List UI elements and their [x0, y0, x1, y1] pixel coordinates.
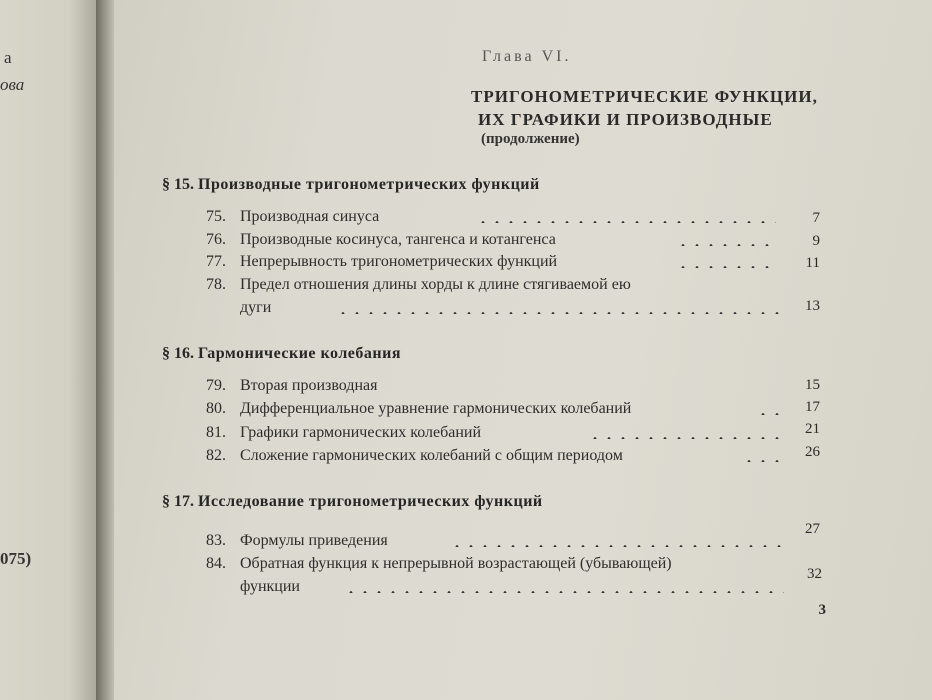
entry-title: Производная синуса: [240, 208, 380, 225]
section-title: Гармонические колебания: [198, 345, 401, 362]
book-gutter: [96, 0, 116, 700]
toc-entry[interactable]: [206, 447, 623, 465]
section-heading: [162, 493, 543, 511]
entry-page-number: 7: [812, 210, 820, 226]
leader-dots: [450, 545, 784, 547]
section-heading: [162, 345, 401, 363]
entry-page-number: 21: [805, 421, 820, 437]
entry-page-number: 15: [805, 377, 820, 393]
left-page: [0, 0, 98, 700]
left-page-fragment: 075): [0, 549, 32, 568]
entry-number: 75.: [206, 208, 226, 225]
toc-entry[interactable]: [206, 424, 481, 442]
entry-title: Обратная функция к непрерывной возрастающей (убывающей): [240, 555, 672, 572]
entry-number: 83.: [206, 532, 226, 549]
section-title: Производные тригонометрических функций: [198, 176, 540, 193]
section-number: § 15.: [162, 176, 194, 193]
entry-page-number: 11: [805, 255, 820, 271]
entry-page-number: 13: [805, 298, 820, 314]
toc-entry[interactable]: [206, 208, 379, 226]
entry-title: Дифференциальное уравнение гармонических колебаний: [240, 400, 632, 417]
toc-entry[interactable]: [206, 400, 631, 418]
entry-number: 77.: [206, 253, 226, 270]
entry-page-number: 17: [805, 399, 820, 415]
leader-dots: [742, 460, 784, 462]
entry-number: 76.: [206, 231, 226, 248]
toc-entry[interactable]: [206, 377, 378, 395]
toc-entry[interactable]: [206, 555, 672, 573]
entry-number: 82.: [206, 447, 226, 464]
entry-page-number: 32: [807, 566, 822, 582]
leader-dots: [588, 437, 784, 439]
toc-entry[interactable]: [206, 231, 556, 249]
entry-number: 78.: [206, 276, 226, 293]
section-heading: [162, 176, 540, 194]
entry-title: Формулы приведения: [240, 532, 388, 549]
leader-dots: [336, 312, 784, 314]
chapter-subtitle: (продолжение): [481, 131, 580, 147]
entry-number: 79.: [206, 377, 226, 394]
entry-title: Сложение гармонических колебаний с общим периодом: [240, 447, 623, 464]
left-page-fragment: а: [4, 48, 12, 67]
page-number: 3: [818, 602, 826, 618]
entry-title: Производные косинуса, тангенса и котангенса: [240, 231, 556, 248]
entry-number: 80.: [206, 400, 226, 417]
toc-entry-continuation: дуги: [240, 299, 272, 316]
entry-page-number: 9: [812, 233, 820, 249]
entry-title: Предел отношения длины хорды к длине стягиваемой ею: [240, 276, 631, 293]
entry-number: 84.: [206, 555, 226, 572]
chapter-label: Глава VI.: [482, 48, 572, 65]
entry-title: Вторая производная: [240, 377, 378, 394]
toc-entry-continuation: функции: [240, 578, 300, 595]
entry-page-number: 26: [805, 444, 820, 460]
section-number: § 16.: [162, 345, 194, 362]
toc-entry[interactable]: [206, 276, 631, 294]
chapter-title-line1: ТРИГОНОМЕТРИЧЕСКИЕ ФУНКЦИИ,: [471, 87, 818, 106]
leader-dots: [676, 244, 776, 246]
toc-entry[interactable]: [206, 532, 388, 550]
section-title: Исследование тригонометрических функций: [198, 493, 543, 510]
entry-title: Непрерывность тригонометрических функций: [240, 253, 558, 270]
entry-number: 81.: [206, 424, 226, 441]
leader-dots: [344, 591, 784, 593]
left-page-fragment: ова: [0, 75, 25, 94]
entry-title: Графики гармонических колебаний: [240, 424, 482, 441]
toc-entry[interactable]: [206, 253, 557, 271]
chapter-title-line2: ИХ ГРАФИКИ И ПРОИЗВОДНЫЕ: [478, 110, 773, 129]
leader-dots: [676, 266, 776, 268]
leader-dots: [476, 221, 776, 223]
entry-page-number: 27: [805, 521, 820, 537]
section-number: § 17.: [162, 493, 194, 510]
